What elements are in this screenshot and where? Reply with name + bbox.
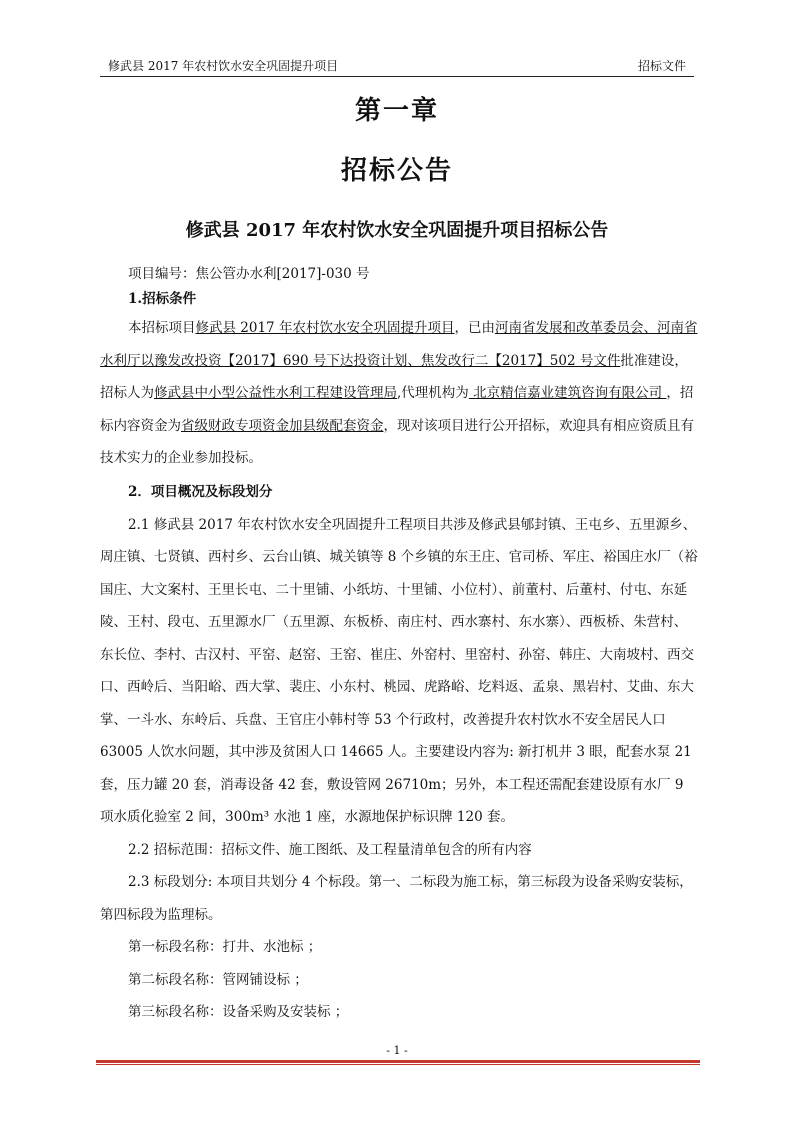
header-doc-type: 招标文件 [637, 59, 686, 73]
section-1-paragraph [100, 312, 700, 475]
tenderer-underlined: 修武县中小型公益性水利工程建设管理局 [154, 385, 397, 401]
section-2-3-paragraph: 2.3 标段划分: 本项目共划分 4 个标段。第一、二标段为施工标，第三标段为设备采购安装标，第四标段为监理标。 [100, 874, 693, 923]
footer-rule-thick [96, 1060, 700, 1063]
approval-underlined: 河南省发展和改革委员会、河南省水利厅以豫发改投资【2017】690 号下达投资计划、焦发改行二【2017】502 号文件 [100, 320, 698, 369]
text-run: ，已由 [454, 320, 495, 336]
lot-2: 第二标段名称：管网铺设标 ； [128, 971, 308, 988]
text-run: 本招标项目 [128, 320, 196, 336]
text-run: ，现对该项目进行公开招标，欢迎具有相应资质且有技术实力的企业参加投标。 [100, 417, 694, 466]
header-project-name: 修武县 2017 年农村饮水安全巩固提升项目 [108, 59, 339, 73]
section-2-1-paragraph: 2.1 修武县 2017 年农村饮水安全巩固提升工程项目共涉及修武县郇封镇、王屯乡、五里源乡、周庄镇、七贤镇、西村乡、云台山镇、城关镇等 8 个乡镇的东王庄、官司桥、军庄、裕国庄水厂（裕国庄、大文案村、王里长屯、二十里铺、小纸坊、十里铺、小位村）、前董村、后董村、付屯、东延陵、王村、段屯、五里源水厂（五里源、东板桥、南庄村、西水寨村、东水寨）、西板桥、朱营村、东长位、李村、古汉村、平窑、赵窑、王窑、崔庄、外窑村、里窑村、孙窑、韩庄、大南坡村、西交口、西岭后、当阳峪、西大掌、裴庄、小东村、桃园、虎路峪、圪料返、孟泉、黑岩村、艾曲、东大掌、一斗水、东岭后、兵盘、王官庄小韩村等 53 个行政村，改善提升农村饮水不安全居民人口 63005 人饮水问题，其中涉及贫困人口 14665 人。主要建设内容为: 新打机井 3 眼，配套水泵 21 套，压力罐 20 套，消毒设备 42 套，敷设管网 26710m；另外，本工程还需配套建设原有水厂 9 项水质化验室 2 间，300m³ 水池 1 座，水源地保护标识牌 120 套。 [100, 516, 698, 825]
page-number: - 1 - [386, 1044, 408, 1057]
text-run: 批准建设，招标人为 [100, 352, 688, 401]
chapter-number: 第一章 [354, 96, 439, 126]
document-body [100, 262, 700, 1029]
section-2-2-paragraph: 2.2 招标范围：招标文件、施工图纸、及工程量清单包含的所有内容 [128, 841, 532, 858]
lot-3: 第三标段名称：设备采购及安装标 ； [128, 1004, 349, 1020]
funding-underlined: 省级财政专项资金加县级配套资金 [181, 417, 384, 434]
text-run: ，招标内容资金为 [100, 385, 694, 434]
text-run: ,代理机构为 [397, 385, 469, 401]
chapter-title: 招标公告 [340, 156, 453, 186]
section-2-heading: 2．项目概况及标段划分 [128, 483, 273, 500]
project-name-underlined: 修武县 2017 年农村饮水安全巩固提升项目 [195, 320, 455, 336]
agency-underlined: 北京精信嘉业建筑咨询有限公司 [468, 385, 667, 401]
section-1-heading: 1.招标条件 [128, 291, 197, 307]
lot-1: 第一标段名称：打井、水池标 ； [128, 939, 322, 955]
document-title: 修武县 2017 年农村饮水安全巩固提升项目招标公告 [185, 220, 609, 241]
footer-rule-thin [96, 1064, 700, 1065]
page-header [100, 56, 694, 77]
project-number: 项目编号：焦公管办水利[2017]-030 号 [128, 266, 370, 282]
